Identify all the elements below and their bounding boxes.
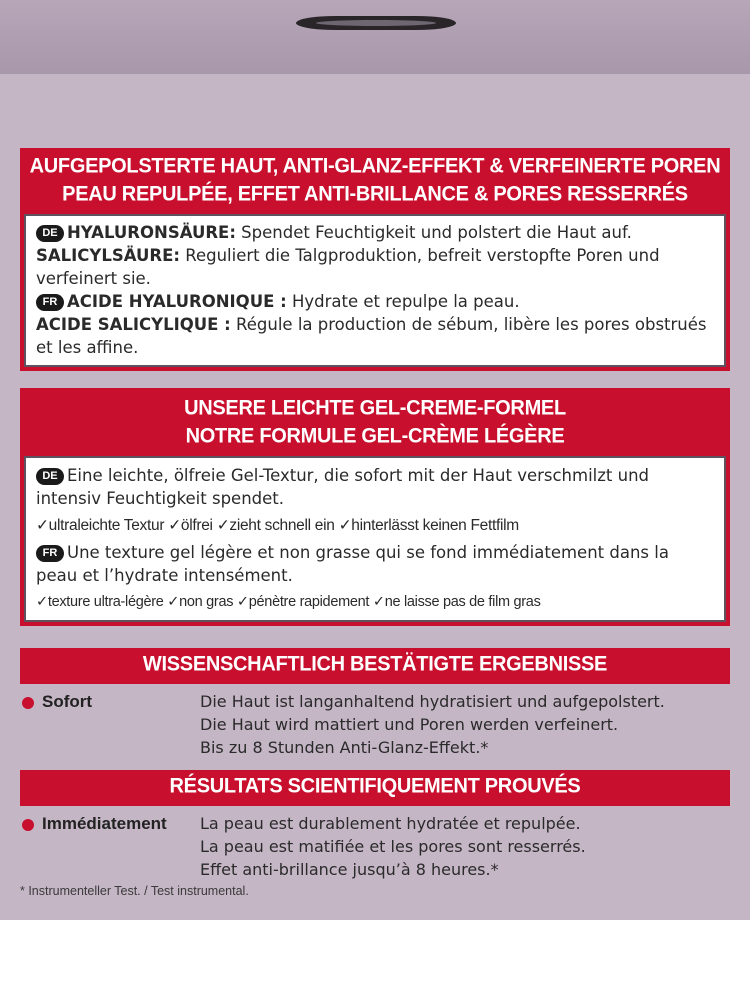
result-line: Effet anti-brillance jusqu’à 8 heures.* <box>200 860 499 879</box>
ingredient-name: HYALURONSÄURE: <box>67 223 236 242</box>
claim-fr: PEAU REPULPÉE, EFFET ANTI-BRILLANCE & PORES RESSERRÉS <box>62 182 688 206</box>
claims-band <box>20 148 730 214</box>
bullet-dot <box>22 819 34 831</box>
check-item: ✓ölfrei <box>168 517 213 534</box>
check-item: ✓ultraleichte Textur <box>36 517 165 534</box>
lid-notch-highlight <box>316 20 436 26</box>
results-de-row <box>20 690 730 762</box>
ingredient-text: Régule la production de sébum, libère les pores obstrués et les affine. <box>36 315 707 357</box>
ingredient-text: Spendet Feuchtigkeit und polstert die Haut auf. <box>235 223 632 242</box>
formula-text-de: Eine leichte, ölfreie Gel-Textur, die sofort mit der Haut verschmilzt und intensiv Feuchtigkeit spendet. <box>36 466 650 508</box>
formula-frame <box>20 456 730 626</box>
results-de-label: Sofort <box>42 692 93 711</box>
formula-section <box>20 388 730 626</box>
ingredients-frame <box>20 214 730 371</box>
result-line: Die Haut ist langanhaltend hydratisiert und aufgepolstert. <box>200 692 665 711</box>
results-de-title: WISSENSCHAFTLICH BESTÄTIGTE ERGEBNISSE <box>142 652 608 676</box>
claims-section <box>20 148 730 371</box>
check-item: ✓texture ultra-légère <box>36 594 164 610</box>
result-line: Die Haut wird mattiert und Poren werden verfeinert. <box>200 715 619 734</box>
claim-de: AUFGEPOLSTERTE HAUT, ANTI-GLANZ-EFFEKT & VERFEINERTE POREN <box>29 154 721 178</box>
results-fr-label: Immédiatement <box>42 814 167 833</box>
ingredients-fr <box>36 290 714 359</box>
formula-text-fr: Une texture gel légère et non grasse qui se fond immédiatement dans la peau et l’hydrate intensément. <box>36 543 669 585</box>
results-fr-row <box>20 812 730 884</box>
bullet-dot <box>22 697 34 709</box>
box-lid <box>0 0 750 74</box>
ingredient-name: SALICYLSÄURE: <box>36 246 180 265</box>
result-line: La peau est matifiée et les pores sont resserrés. <box>200 837 586 856</box>
checks-fr <box>36 591 714 614</box>
results-de-text <box>200 690 665 759</box>
check-item: ✓pénètre rapidement <box>236 594 370 610</box>
results-fr-title: RÉSULTATS SCIENTIFIQUEMENT PROUVÉS <box>169 774 581 798</box>
results-de-band <box>20 648 730 684</box>
check-item: ✓ne laisse pas de film gras <box>372 594 541 610</box>
formula-title-fr: NOTRE FORMULE GEL-CRÈME LÉGÈRE <box>185 424 565 448</box>
results-fr-band <box>20 770 730 806</box>
result-line: Bis zu 8 Stunden Anti-Glanz-Effekt.* <box>200 738 489 757</box>
check-item: ✓zieht schnell ein <box>216 517 335 534</box>
checks-de <box>36 514 714 537</box>
footnote: * Instrumenteller Test. / Test instrumental. <box>20 884 249 898</box>
result-line: La peau est durablement hydratée et repulpée. <box>200 814 581 833</box>
formula-de <box>36 464 714 510</box>
lang-badge-fr: FR <box>36 545 64 562</box>
ingredient-name: ACIDE HYALURONIQUE : <box>67 292 287 311</box>
lang-badge-de: DE <box>36 468 64 485</box>
package-panel <box>0 74 750 920</box>
formula-title-de: UNSERE LEICHTE GEL-CREME-FORMEL <box>184 396 566 420</box>
check-item: ✓non gras <box>167 594 234 610</box>
ingredient-text: Reguliert die Talgproduktion, befreit verstopfte Poren und verfeinert sie. <box>36 246 660 288</box>
ingredient-text: Hydrate et repulpe la peau. <box>286 292 520 311</box>
lang-badge-fr: FR <box>36 294 64 311</box>
formula-fr <box>36 541 714 587</box>
ingredient-name: ACIDE SALICYLIQUE : <box>36 315 231 334</box>
results-fr-text <box>200 812 586 881</box>
formula-box <box>24 456 726 622</box>
ingredients-box <box>24 214 726 367</box>
ingredients-de <box>36 221 714 290</box>
check-item: ✓hinterlässt keinen Fettfilm <box>338 517 519 534</box>
lang-badge-de: DE <box>36 225 64 242</box>
formula-band <box>20 388 730 456</box>
